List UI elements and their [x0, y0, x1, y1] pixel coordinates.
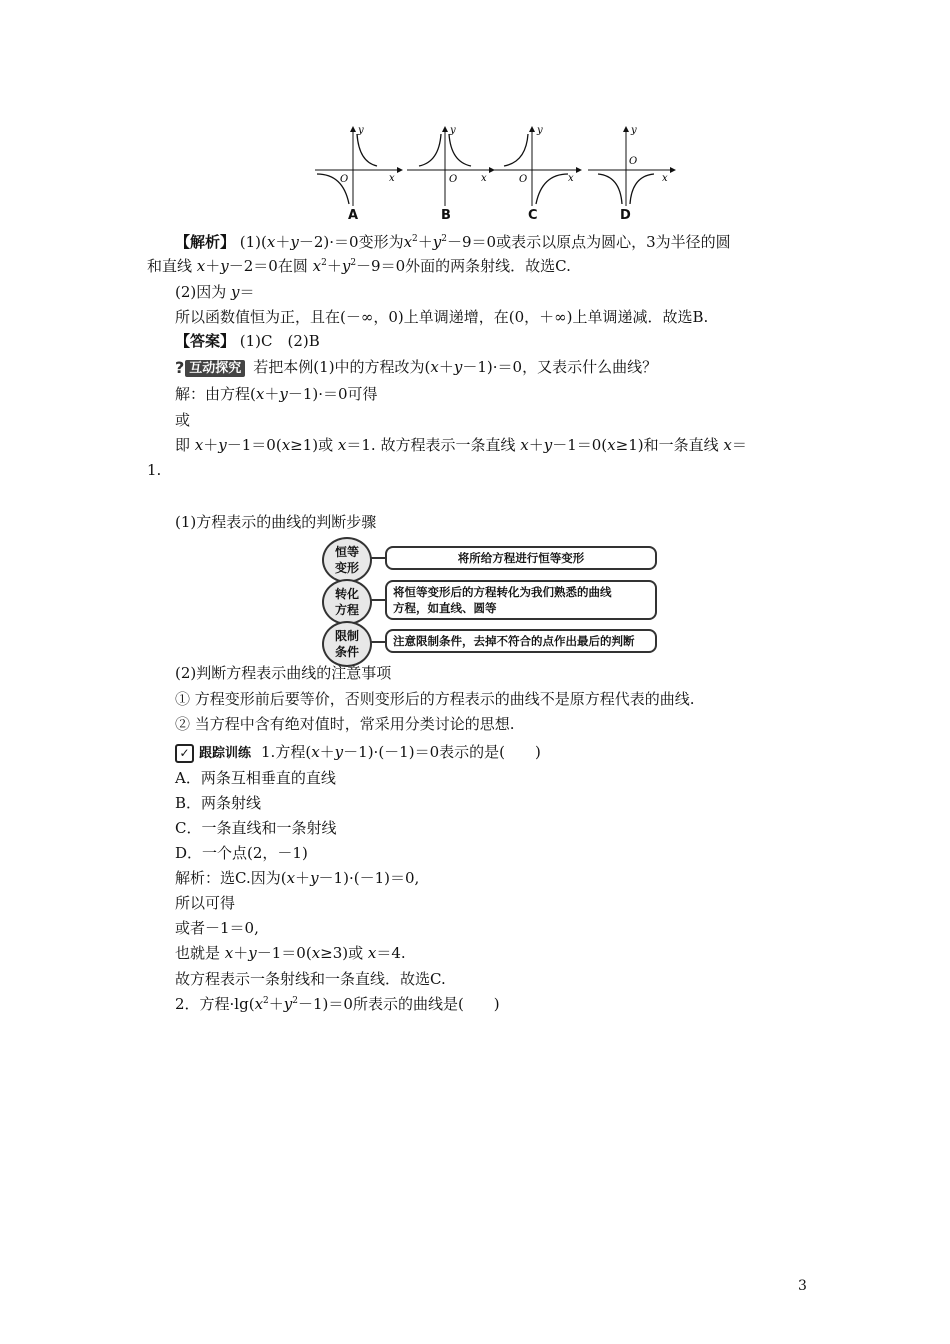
text: －1＝0( [256, 944, 312, 962]
step-2-top: 转化 [334, 587, 359, 601]
text: ＋ [438, 358, 454, 376]
method-heading-1: (1)方程表示的曲线的判断步骤 [175, 513, 377, 531]
text: ＋ [417, 233, 433, 251]
question-mark-icon: ? [175, 358, 185, 377]
option-b: B．两条射线 [175, 794, 262, 812]
explore-solution-1 [175, 384, 378, 404]
training-badge: 跟踪训练 [199, 745, 252, 761]
connector [371, 599, 385, 601]
var: y [453, 358, 463, 376]
training-solution-3: 或者－1＝0, [175, 919, 259, 937]
connector [371, 557, 385, 559]
option-d: D．一个点(2，－1) [175, 844, 308, 862]
var: y [248, 944, 257, 962]
text: ＝ [239, 283, 255, 301]
page-number: 3 [798, 1278, 807, 1294]
text: ＝4. [376, 944, 406, 962]
text: ＋ [233, 944, 249, 962]
var: x [311, 944, 321, 962]
text: (1)( [235, 233, 267, 251]
graph-b-origin-label: O [449, 174, 458, 185]
answer-line [175, 331, 320, 351]
graph-c-y-label: y [537, 125, 543, 136]
text: ＋ [205, 257, 221, 275]
training-solution-2: 所以可得 [175, 894, 236, 912]
analysis-line-3 [175, 282, 255, 302]
analysis-line-1 [175, 232, 731, 252]
explore-badge: 互动探究 [185, 360, 245, 377]
var: x [266, 233, 276, 251]
text: ＝ [731, 436, 747, 454]
text: －9＝0或表示以原点为圆心，3为半径的圆 [447, 233, 731, 251]
training-question-2 [175, 994, 500, 1014]
flow-box-2 [385, 580, 657, 620]
connector [371, 641, 385, 643]
graph-d-origin-label: O [629, 156, 638, 167]
step-1-bottom: 变形 [334, 561, 359, 575]
graph-a-label: A [348, 208, 359, 223]
text: ＋ [264, 385, 280, 403]
option-a: A．两条互相垂直的直线 [175, 769, 336, 787]
text: ＋ [295, 869, 311, 887]
graph-b-x-label: x [481, 173, 487, 184]
graph-a-x-label: x [389, 173, 395, 184]
var: x [607, 436, 616, 454]
step-3-bottom: 条件 [334, 645, 359, 659]
exponent: 2 [412, 234, 418, 244]
text: ＝1. 故方程表示一条直线 [346, 436, 521, 454]
var: x [337, 436, 347, 454]
option-c: C．一条直线和一条射线 [175, 819, 337, 837]
var: y [341, 257, 351, 275]
checkmark-icon: ✓ [175, 744, 194, 763]
analysis-line-2 [147, 256, 571, 276]
text: －1)·(－1)＝0表示的是( ) [343, 743, 541, 761]
text: －2＝0在圆 [228, 257, 313, 275]
answer-tag: 【答案】 [175, 332, 236, 350]
flow-box-1: 将所给方程进行恒等变形 [385, 546, 657, 570]
text: －1)·(－1)＝0, [318, 869, 420, 887]
method-note-2: ② 当方程中含有绝对值时，常采用分类讨论的思想. [175, 715, 515, 733]
var: y [279, 385, 288, 403]
var: x [286, 869, 296, 887]
exponent: 2 [263, 996, 269, 1006]
exponent: 2 [350, 258, 357, 268]
var: x [403, 233, 413, 251]
text: 解：由方程( [175, 385, 256, 403]
text: ＋ [268, 995, 284, 1013]
var: y [283, 995, 293, 1013]
graph-a [313, 124, 405, 228]
training-solution-1 [175, 868, 419, 888]
text: 1.方程( [261, 743, 312, 761]
flow-box-3: 注意限制条件，去掉不符合的点作出最后的判断 [385, 629, 657, 653]
var: x [367, 944, 377, 962]
box-2-line-2: 方程，如直线、圆等 [393, 601, 497, 615]
analysis-line-4: 所以函数值恒为正，且在(－∞，0)上单调递增，在(0，＋∞)上单调递减．故选B. [175, 308, 709, 326]
text: 和直线 [147, 257, 197, 275]
var: y [432, 233, 442, 251]
var: x [520, 436, 529, 454]
exponent: 2 [292, 996, 299, 1006]
text: 若把本例(1)中的方程改为( [253, 358, 431, 376]
analysis-tag: 【解析】 [175, 233, 236, 251]
graph-b [405, 124, 497, 228]
text: ＋ [528, 436, 544, 454]
graph-a-y-label: y [358, 125, 364, 136]
var: x [723, 436, 732, 454]
var: y [231, 283, 240, 301]
text: 2．方程·lg( [175, 995, 255, 1013]
answer-text: (1)C (2)B [235, 332, 320, 350]
text: ＋ [319, 743, 335, 761]
graph-d-label: D [620, 208, 631, 223]
text: 解析：选C.因为( [175, 869, 287, 887]
var: y [218, 436, 227, 454]
var: x [196, 257, 206, 275]
box-2-line-1: 将恒等变形后的方程转化为我们熟悉的曲线 [393, 585, 612, 599]
explore-solution-3 [175, 435, 747, 455]
text: －1＝0( [226, 436, 282, 454]
graph-d-y-label: y [631, 125, 637, 136]
text: ≥3)或 [320, 944, 368, 962]
step-3-top: 限制 [334, 629, 359, 643]
explore-question [175, 357, 657, 378]
text: －9＝0外面的两条射线．故选C. [356, 257, 571, 275]
var: x [194, 436, 204, 454]
exponent: 2 [441, 234, 448, 244]
exponent: 2 [321, 258, 327, 268]
graph-c [492, 124, 584, 228]
var: x [430, 358, 439, 376]
var: y [334, 743, 344, 761]
text: 即 [175, 436, 195, 454]
step-2-bottom: 方程 [334, 603, 359, 617]
text: ＋ [326, 257, 342, 275]
var: x [255, 385, 265, 403]
explore-solution-4: 1. [147, 461, 162, 479]
var: x [281, 436, 291, 454]
method-note-1: ① 方程变形前后要等价，否则变形后的方程表示的曲线不是原方程代表的曲线. [175, 690, 695, 708]
var: x [312, 257, 322, 275]
graph-b-label: B [441, 208, 451, 223]
method-heading-2: (2)判断方程表示曲线的注意事项 [175, 664, 392, 682]
graph-b-y-label: y [450, 125, 456, 136]
text: －1)·＝0可得 [287, 385, 378, 403]
text: 也就是 [175, 944, 225, 962]
text: ＋ [203, 436, 219, 454]
text: －2)·＝0变形为 [298, 233, 404, 251]
flow-step-1 [322, 537, 372, 583]
var: y [220, 257, 229, 275]
graph-d [586, 124, 678, 228]
step-1-top: 恒等 [334, 545, 359, 559]
flow-step-2 [322, 579, 372, 625]
graph-d-x-label: x [662, 173, 668, 184]
training-question-1 [175, 742, 541, 763]
graph-c-label: C [528, 208, 538, 223]
training-solution-5: 故方程表示一条射线和一条直线．故选C. [175, 970, 446, 988]
var: x [311, 743, 320, 761]
var: y [290, 233, 299, 251]
var: y [310, 869, 319, 887]
flow-step-3 [322, 621, 372, 667]
text: ≥1)和一条直线 [615, 436, 724, 454]
explore-solution-2: 或 [175, 411, 191, 429]
graph-c-x-label: x [568, 173, 574, 184]
var: y [543, 436, 553, 454]
text: －1)·＝0，又表示什么曲线？ [462, 358, 658, 376]
graph-a-origin-label: O [340, 174, 349, 185]
text: －1＝0( [552, 436, 608, 454]
text: ＋ [275, 233, 291, 251]
var: x [254, 995, 264, 1013]
training-solution-4 [175, 943, 406, 963]
text: ≥1)或 [290, 436, 338, 454]
var: x [224, 944, 234, 962]
text: (2)因为 [175, 283, 232, 301]
graph-c-origin-label: O [519, 174, 528, 185]
text: －1)＝0所表示的曲线是( ) [298, 995, 500, 1013]
